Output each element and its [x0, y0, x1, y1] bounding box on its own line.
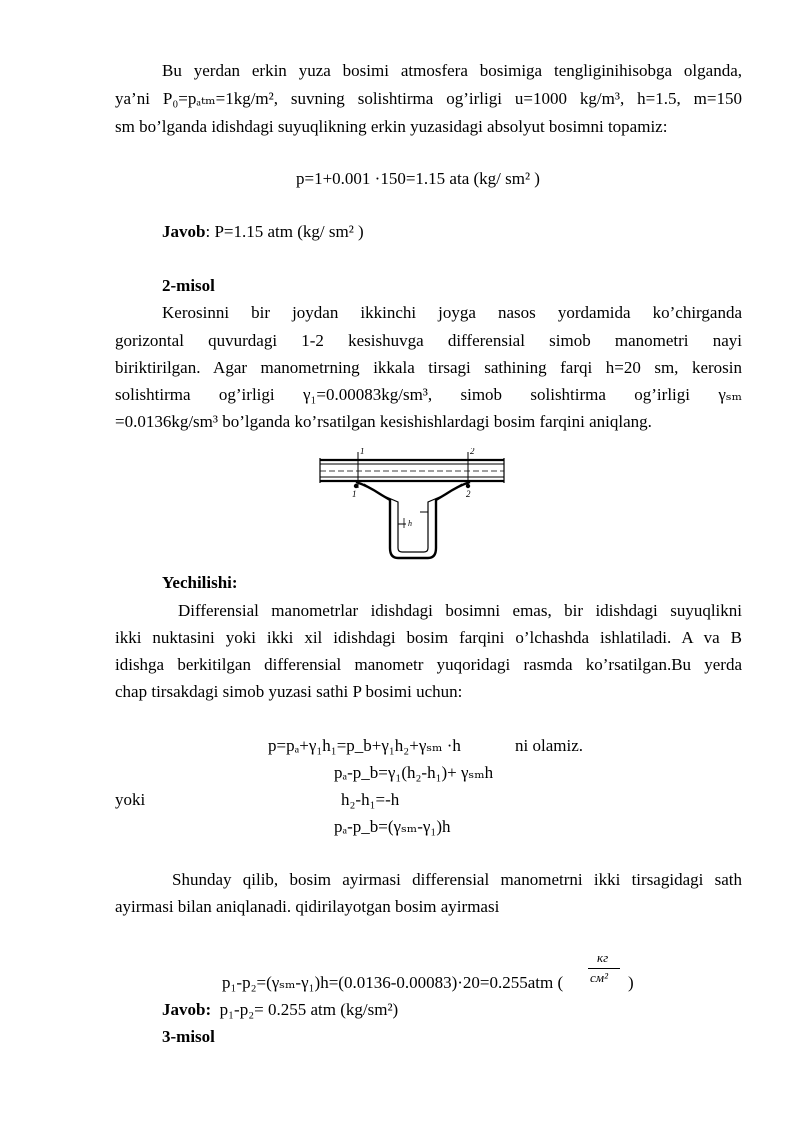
tap-1 — [354, 484, 358, 488]
formula-2-tail: ni olamiz. — [515, 736, 583, 755]
yoki-label: yoki — [115, 790, 146, 809]
paragraph-1-line-1: Bu yerdan erkin yuza bosimi atmosfera bosimiga tengliginihisobga olganda, — [162, 61, 742, 80]
label-tap-2: 2 — [466, 489, 471, 499]
paragraph-4-line-2: ayirmasi bilan aniqlanadi. qidirilayotgan bosim ayirmasi — [115, 897, 500, 916]
answer-2-value: p₁-p₂= 0.255 atm (kg/sm²) — [219, 1000, 399, 1019]
answer-1 — [162, 222, 364, 242]
formula-5: pₐ-p_b=(γₛₘ-γ₁)h — [334, 817, 451, 836]
paragraph-2-line-5: =0.0136kg/sm³ bo’lganda ko’rsatilgan kesishishlardagi bosim farqini aniqlang. — [115, 412, 652, 431]
answer-2-label: Javob: — [162, 1000, 212, 1019]
fraction-numerator: кг — [597, 950, 609, 965]
solution-title: Yechilishi: — [162, 573, 238, 592]
paragraph-3-line-2: ikki nuktasini yoki ikki xil idishdagi bosim farqini o’lchashda ishlatiladi. A va B — [115, 628, 742, 647]
formula-3: pₐ-p_b=γ₁(h₂-h₁)+ γₛₘh — [334, 763, 494, 782]
example-2-title: 2-misol — [162, 276, 215, 295]
paragraph-3-line-4: chap tirsakdagi simob yuzasi sathi P bosimi uchun: — [115, 682, 463, 701]
answer-1-value: : P=1.15 atm (kg/ sm² ) — [205, 222, 364, 241]
paragraph-1-line-2: ya’ni P₀=pₐₜₘ=1kg/m², suvning solishtirma og’irligi u=1000 kg/m³, h=1.5, m=150 — [115, 89, 742, 108]
formula-1: p=1+0.001 ·150=1.15 ata (kg/ sm² ) — [296, 169, 540, 188]
label-tap-1: 1 — [352, 489, 357, 499]
tap-2 — [466, 484, 470, 488]
formula-6-close: ) — [628, 973, 634, 992]
paragraph-2-line-4: solishtirma og’irligi γ₁=0.00083kg/sm³, simob solishtirma og’irligi γₛₘ — [115, 385, 742, 404]
label-height: h — [408, 519, 412, 528]
paragraph-4-line-1: Shunday qilib, bosim ayirmasi differensial manometrni ikki tirsagidagi sath — [172, 870, 742, 889]
manometer-figure — [318, 448, 506, 564]
label-section-1: 1 — [360, 448, 365, 456]
paragraph-3-line-1: Differensial manometrlar idishdagi bosimni emas, bir idishdagi suyuqlikni — [178, 601, 742, 620]
paragraph-2-line-3: biriktirilgan. Agar manometrning ikkala tirsagi sathining farqi h=20 sm, kerosin — [115, 358, 742, 377]
formula-6: p₁-p₂=(γₛₘ-γ₁)h=(0.0136-0.00083)·20=0.255atm ( — [222, 973, 564, 992]
paragraph-2-line-2: gorizontal quvurdagi 1-2 kesishuvga differensial simob manometri nayi — [115, 331, 742, 350]
fraction-bar — [588, 968, 620, 969]
answer-1-label: Javob — [162, 222, 206, 241]
paragraph-2-line-1: Kerosinni bir joydan ikkinchi joyga nasos yordamida ko’chirganda — [162, 303, 742, 322]
formula-4: h₂-h₁=-h — [341, 790, 400, 809]
manometer-outer — [356, 482, 470, 558]
example-3-title: 3-misol — [162, 1027, 215, 1046]
formula-2: p=pₐ+γ₁h₁=p_b+γ₁h₂+γₛₘ ·h — [268, 736, 461, 755]
answer-2 — [162, 1000, 398, 1020]
paragraph-3-line-3: idishga berkitilgan differensial manometr yuqoridagi rasmda ko’rsatilgan.Bu yerda — [115, 655, 742, 674]
fraction-denominator: см² — [590, 970, 608, 985]
label-section-2: 2 — [470, 448, 475, 456]
paragraph-1-line-3: sm bo’lganda idishdagi suyuqlikning erkin yuzasidagi absolyut bosimni topamiz: — [115, 117, 668, 136]
